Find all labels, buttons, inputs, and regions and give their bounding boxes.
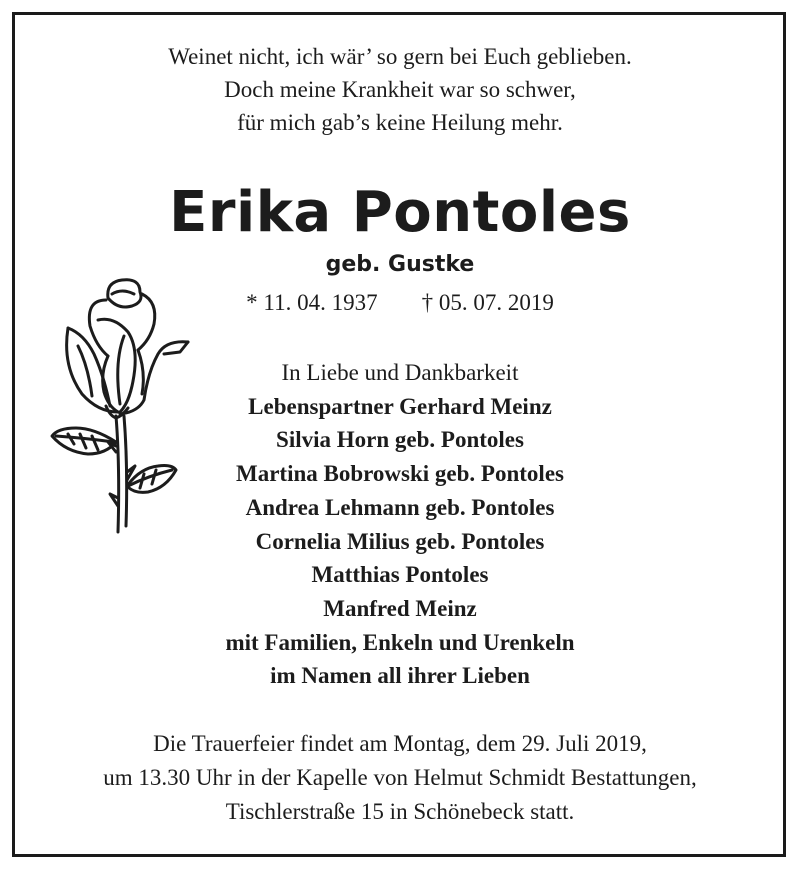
mourner-name: im Namen all ihrer Lieben [270, 663, 530, 689]
birth-name: geb. Gustke [325, 252, 475, 277]
mourners-list [0, 356, 800, 693]
mourner-name: Manfred Meinz [323, 595, 477, 621]
deceased-name: Erika Pontoles [169, 180, 631, 245]
service-line: Tischlerstraße 15 in Schönebeck statt. [225, 799, 575, 824]
service-info [0, 727, 800, 829]
mourner-name: Silvia Horn geb. Pontoles [276, 427, 524, 453]
mourner-name: Lebenspartner Gerhard Meinz [248, 393, 552, 419]
poem-line: Doch meine Krankheit war so schwer, [224, 77, 576, 102]
poem [0, 40, 800, 139]
mourner-name: mit Familien, Enkeln und Urenkeln [225, 629, 575, 655]
service-line: Die Trauerfeier findet am Montag, dem 29. Juli 2019, [153, 731, 647, 756]
birth-date: * 11. 04. 1937 [246, 290, 378, 315]
mourner-name: Andrea Lehmann geb. Pontoles [245, 494, 555, 520]
death-date: † 05. 07. 2019 [421, 290, 554, 315]
mourner-name: Martina Bobrowski geb. Pontoles [236, 461, 564, 487]
mourner-name: Cornelia Milius geb. Pontoles [255, 528, 545, 554]
service-line: um 13.30 Uhr in der Kapelle von Helmut Schmidt Bestattungen, [103, 765, 697, 790]
mourners-intro: In Liebe und Dankbarkeit [281, 360, 519, 385]
poem-line: Weinet nicht, ich wär’ so gern bei Euch geblieben. [168, 44, 632, 69]
poem-line: für mich gab’s keine Heilung mehr. [237, 110, 563, 135]
mourner-name: Matthias Pontoles [311, 562, 489, 588]
